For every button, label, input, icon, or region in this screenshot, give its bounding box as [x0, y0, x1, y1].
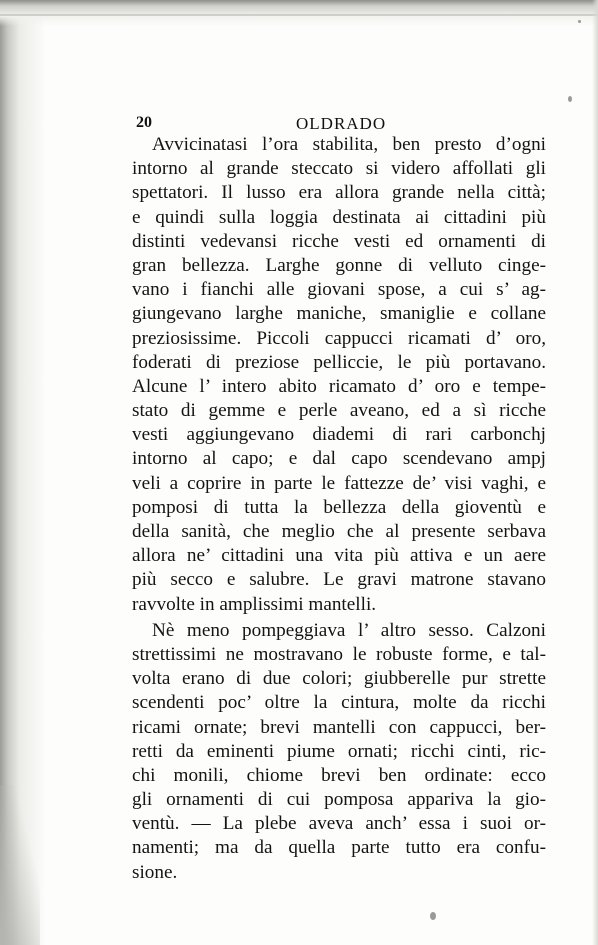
- text-line: e quindi sulla loggia destinata ai cittadini più: [132, 206, 546, 228]
- text-line: vesti aggiungevano diademi di rari carbonchj: [132, 424, 546, 446]
- text-line: veli a coprire in parte le fattezze de’ visi vaghi, e: [132, 472, 546, 494]
- text-line: vano i fianchi alle giovani spose, a cui s’ ag-: [132, 279, 546, 301]
- page-edge-shadow-top: [0, 0, 598, 26]
- text-line: allora ne’ cittadini una vita più attiva e un aere: [132, 545, 546, 567]
- text-line: distinti vedevansi ricche vesti ed ornamenti di: [132, 230, 546, 252]
- text-line: strettissimi ne mostravano le robuste forme, e tal-: [132, 643, 546, 665]
- text-line: più secco e salubre. Le gravi matrone stavano: [132, 569, 546, 591]
- text-line: preziosissime. Piccoli cappucci ricamati d’ oro,: [132, 327, 546, 349]
- page-top-fold-line: [0, 14, 598, 16]
- text-line: intorno al grande steccato si videro affollati gli: [132, 158, 546, 180]
- page-number: 20: [136, 114, 152, 131]
- text-line: ricami ornate; brevi mantelli con cappucci, ber-: [132, 716, 546, 738]
- text-line: ravvolte in amplissimi mantelli.: [132, 593, 377, 615]
- text-line: della sanità, che meglio che al presente serbava: [132, 521, 546, 542]
- text-line: volta erano di due colori; giubberelle pur strette: [132, 668, 546, 690]
- text-line: intorno al capo; e dal capo scendevano ampj: [132, 448, 546, 470]
- text-line: scendenti poc’ oltre la cintura, molte da ricchi: [132, 692, 546, 714]
- text-line: gli ornamenti di cui pomposa appariva la gio-: [132, 789, 546, 811]
- text-line: namenti; ma da quella parte tutto era confu-: [132, 837, 546, 859]
- text-line: sione.: [132, 861, 178, 883]
- text-line: Nè meno pompeggiava l’ altro sesso. Calzoni: [152, 619, 546, 641]
- paragraph: [132, 133, 546, 617]
- text-line: giungevano larghe maniche, smaniglie e collane: [132, 303, 546, 325]
- body-text: [132, 133, 546, 885]
- text-line: chi monili, chiome brevi ben ordinate: ecco: [132, 764, 546, 786]
- running-title: OLDRADO: [296, 114, 387, 133]
- text-line: stato di gemme e perle aveano, ed a sì ricche: [132, 400, 546, 422]
- page-edge-shadow-right: [592, 0, 598, 945]
- text-line: foderati di preziose pelliccie, le più portavano.: [132, 351, 546, 373]
- page-corner-wear: [0, 785, 40, 945]
- text-line: Avvicinatasi l’ora stabilita, ben presto d’ogni: [152, 134, 546, 155]
- text-line: retti da eminenti piume ornati; ricchi cinti, ric-: [132, 740, 546, 762]
- text-line: spettatori. Il lusso era allora grande nella città;: [132, 182, 546, 204]
- paper-speck: [430, 912, 436, 920]
- paragraph: [132, 619, 546, 885]
- paper-speck: [578, 20, 581, 23]
- paper-speck: [568, 96, 572, 102]
- text-line: Alcune l’ intero abito ricamato d’ oro e tempe-: [132, 375, 546, 397]
- text-line: ventù. — La plebe aveva anch’ essa i suoi or-: [132, 813, 546, 835]
- text-line: pomposi di tutta la bellezza della gioventù e: [132, 496, 546, 518]
- text-line: gran bellezza. Larghe gonne di velluto cinge-: [132, 254, 546, 276]
